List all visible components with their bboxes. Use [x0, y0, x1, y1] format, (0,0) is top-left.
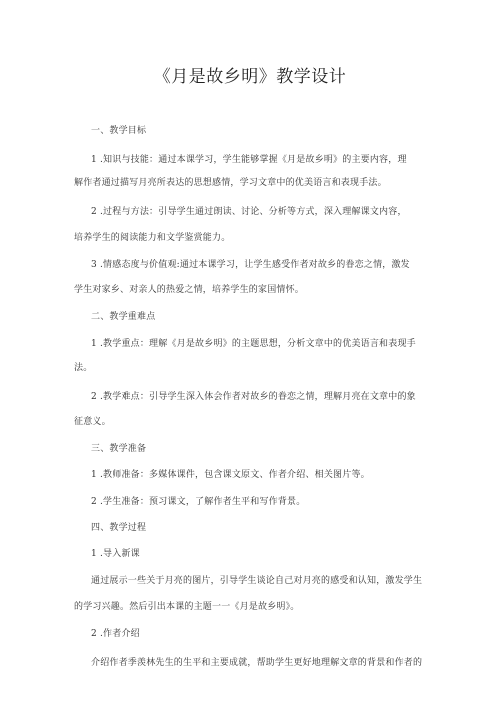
- subsection-heading: 2 .作者介绍: [91, 629, 140, 639]
- paragraph-line: 1 .教学重点：理解《月是故乡明》的主题思想，分析文章中的优美语言和表现手: [91, 339, 416, 349]
- paragraph-line: 通过展示一些关于月亮的图片，引导学生谈论自己对月亮的感受和认知，激发学生: [91, 576, 423, 586]
- section-heading-preparation: 三、教学准备: [91, 444, 147, 454]
- paragraph-line: 2 .教学难点：引导学生深入体会作者对故乡的眷恋之情，理解月亮在文章中的象: [91, 392, 416, 402]
- document-title: 《月是故乡明》教学设计: [153, 67, 347, 87]
- paragraph-line: 解作者通过描写月亮所表达的思想感情，学习文章中的优美语言和表现手法。: [74, 178, 387, 188]
- section-heading-objectives: 一、教学目标: [91, 126, 147, 136]
- section-heading-process: 四、教学过程: [91, 523, 147, 533]
- paragraph-line: 1 .知识与技能：通过本课学习，学生能够掌握《月是故乡明》的主要内容，理: [91, 155, 407, 165]
- paragraph-line: 2 .学生准备：预习课文，了解作者生平和写作背景。: [91, 497, 306, 507]
- paragraph-line: 3 .情感态度与价值观:通过本课学习，让学生感受作者对故乡的眷恋之情，激发: [91, 260, 410, 270]
- paragraph-line: 培养学生的阅读能力和文学鉴赏能力。: [74, 233, 231, 243]
- paragraph-line: 征意义。: [74, 417, 111, 427]
- paragraph-line: 法。: [74, 363, 93, 373]
- paragraph-line: 的学习兴趣。然后引出本课的主题一一《月是故乡明》。: [74, 602, 300, 612]
- paragraph-line: 1 .教师准备：多媒体课件，包含课文原文、作者介绍、相关图片等。: [91, 470, 370, 480]
- section-heading-key-points: 二、教学重难点: [91, 312, 156, 322]
- paragraph-line: 2 .过程与方法：引导学生通过朗读、讨论、分析等方式，深入理解课文内容，: [91, 207, 407, 217]
- paragraph-line: 学生对家乡、对亲人的热爱之情，培养学生的家国情怀。: [74, 285, 305, 295]
- paragraph-line: 介绍作者季羡林先生的生平和主要成就，帮助学生更好地理解文章的背景和作者的: [91, 658, 423, 668]
- subsection-heading: 1 .导入新课: [91, 549, 140, 559]
